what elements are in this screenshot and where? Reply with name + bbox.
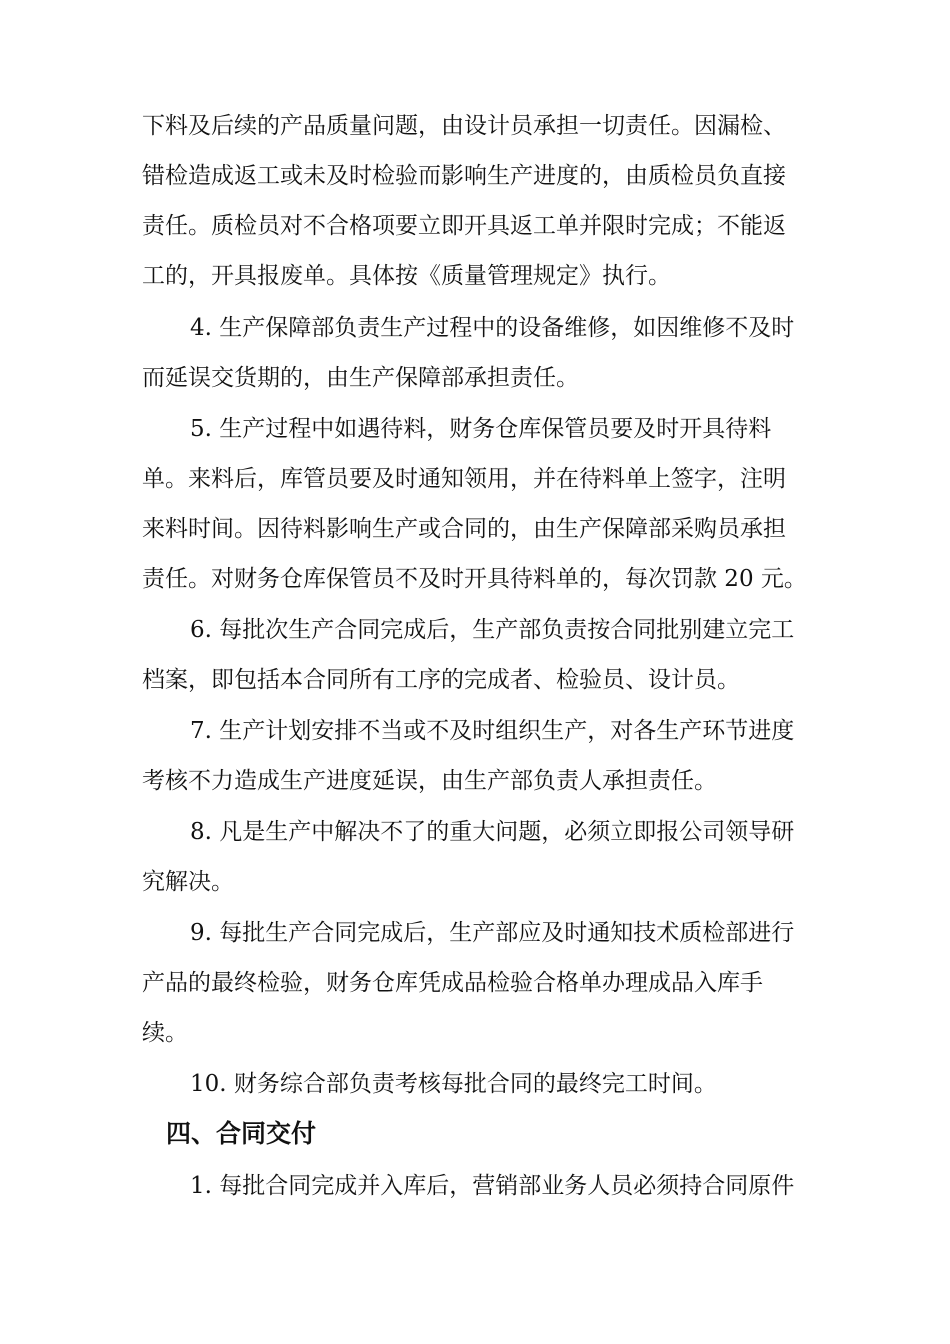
text-line: 产品的最终检验，财务仓库凭成品检验合格单办理成品入库手 bbox=[142, 970, 763, 996]
text-line: 续。 bbox=[142, 1020, 188, 1046]
text-line: 来料时间。因待料影响生产或合同的，由生产保障部采购员承担 bbox=[142, 516, 786, 542]
list-item-7: 7. 生产计划安排不当或不及时组织生产，对各生产环节进度 bbox=[190, 718, 795, 744]
text-line: 而延误交货期的，由生产保障部承担责任。 bbox=[142, 365, 579, 391]
list-item-10: 10. 财务综合部负责考核每批合同的最终完工时间。 bbox=[190, 1071, 717, 1097]
text-line: 档案，即包括本合同所有工序的完成者、检验员、设计员。 bbox=[142, 667, 740, 693]
text-line: 下料及后续的产品质量问题，由设计员承担一切责任。因漏检、 bbox=[142, 113, 786, 139]
list-item-1: 1. 每批合同完成并入库后，营销部业务人员必须持合同原件 bbox=[190, 1173, 795, 1199]
text-line: 工的，开具报废单。具体按《质量管理规定》执行。 bbox=[142, 263, 671, 289]
text-line: 考核不力造成生产进度延误，由生产部负责人承担责任。 bbox=[142, 768, 717, 794]
list-item-9: 9. 每批生产合同完成后，生产部应及时通知技术质检部进行 bbox=[190, 920, 795, 946]
section-heading: 四、合同交付 bbox=[166, 1119, 317, 1148]
text-line: 错检造成返工或未及时检验而影响生产进度的，由质检员负直接 bbox=[142, 163, 786, 189]
list-item-5: 5. 生产过程中如遇待料，财务仓库保管员要及时开具待料 bbox=[190, 416, 772, 442]
text-line: 责任。质检员对不合格项要立即开具返工单并限时完成；不能返 bbox=[142, 213, 786, 239]
text-line: 究解决。 bbox=[142, 869, 234, 895]
list-item-4: 4. 生产保障部负责生产过程中的设备维修，如因维修不及时 bbox=[190, 315, 795, 341]
text-line: 单。来料后，库管员要及时通知领用，并在待料单上签字，注明 bbox=[142, 466, 786, 492]
list-item-8: 8. 凡是生产中解决不了的重大问题，必须立即报公司领导研 bbox=[190, 819, 795, 845]
list-item-6: 6. 每批次生产合同完成后，生产部负责按合同批别建立完工 bbox=[190, 617, 795, 643]
text-line: 责任。对财务仓库保管员不及时开具待料单的，每次罚款 20 元。 bbox=[142, 566, 807, 592]
